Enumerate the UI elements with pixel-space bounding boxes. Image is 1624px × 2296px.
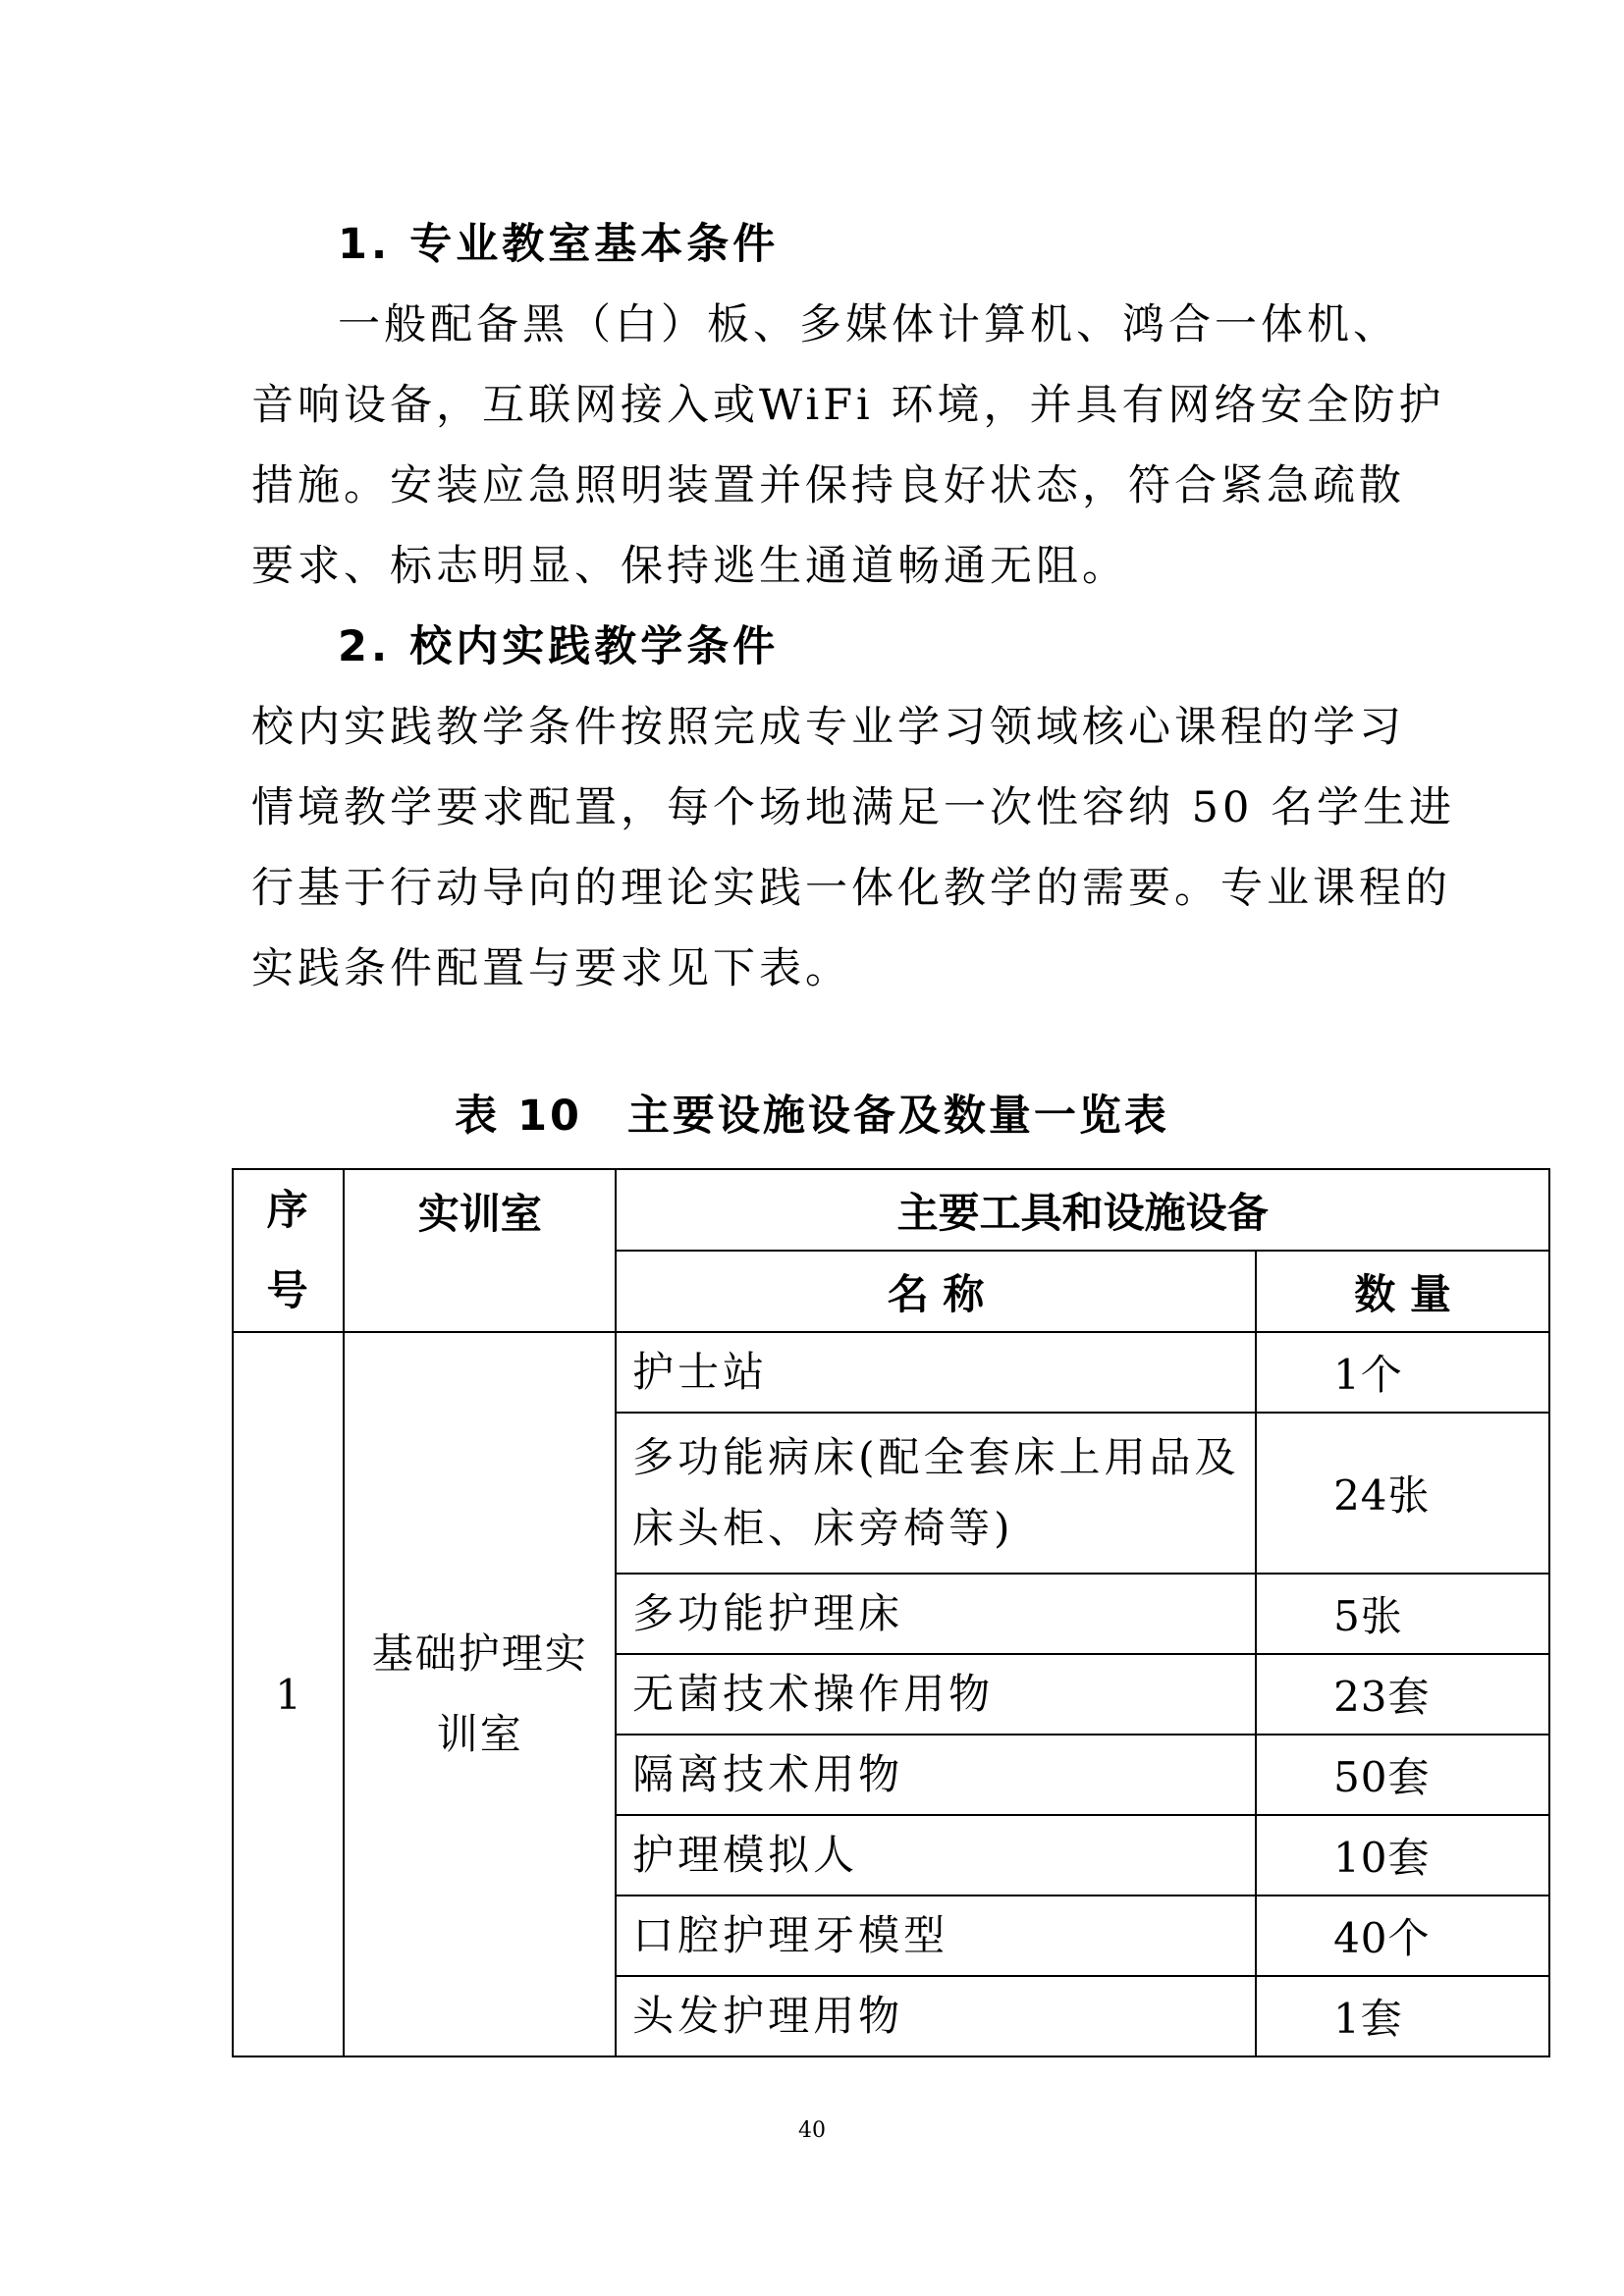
section1-line: 一般配备黑（白）板、多媒体计算机、鸿合一体机、 — [338, 300, 1399, 349]
table-row — [233, 1332, 1549, 1413]
item-quantity-cell: 50套 — [1256, 1735, 1549, 1815]
header-serial-line1: 序 — [266, 1186, 310, 1234]
header-name: 名 称 — [616, 1251, 1256, 1332]
training-room-cell — [344, 1332, 616, 2056]
item-name-line1: 多功能病床(配全套床上用品及 — [632, 1433, 1240, 1481]
room-name-line1: 基础护理实 — [371, 1629, 588, 1678]
item-name-cell: 隔离技术用物 — [616, 1735, 1256, 1815]
page-number: 40 — [798, 2118, 826, 2143]
table-caption: 表 10 主要设施设备及数量一览表 — [455, 1092, 1169, 1141]
item-quantity-cell: 23套 — [1256, 1654, 1549, 1735]
item-name-cell: 护理模拟人 — [616, 1815, 1256, 1896]
room-name-line2: 训室 — [436, 1710, 523, 1758]
section2-line: 实践条件配置与要求见下表。 — [251, 944, 851, 993]
item-name-cell — [616, 1413, 1256, 1574]
item-quantity-cell: 24张 — [1256, 1413, 1549, 1574]
section1-line: 要求、标志明显、保持逃生通道畅通无阻。 — [251, 542, 1128, 591]
section2-line: 校内实践教学条件按照完成专业学习领域核心课程的学习 — [251, 703, 1405, 752]
header-quantity: 数 量 — [1256, 1251, 1549, 1332]
serial-number-cell: 1 — [233, 1332, 344, 2056]
section2-line: 行基于行动导向的理论实践一体化教学的需要。专业课程的 — [251, 864, 1451, 913]
item-quantity-cell: 5张 — [1256, 1574, 1549, 1654]
item-quantity-cell: 1个 — [1256, 1332, 1549, 1413]
item-name-line2: 床头柜、床旁椅等) — [632, 1504, 1014, 1552]
section2-heading: 2. 校内实践教学条件 — [338, 622, 780, 671]
section2-line: 情境教学要求配置，每个场地满足一次性容纳 50 名学生进 — [251, 783, 1456, 832]
section1-line: 措施。安装应急照明装置并保持良好状态，符合紧急疏散 — [251, 461, 1405, 510]
item-quantity-cell: 40个 — [1256, 1896, 1549, 1976]
section1-heading: 1. 专业教室基本条件 — [338, 220, 780, 269]
item-name-cell: 护士站 — [616, 1332, 1256, 1413]
table-header-row — [233, 1169, 1549, 1251]
item-name-cell: 多功能护理床 — [616, 1574, 1256, 1654]
header-serial-number — [233, 1169, 344, 1332]
header-training-room: 实训室 — [344, 1169, 616, 1332]
item-quantity-cell: 10套 — [1256, 1815, 1549, 1896]
section1-line: 音响设备，互联网接入或WiFi 环境，并具有网络安全防护 — [251, 381, 1445, 430]
header-serial-line2: 号 — [266, 1266, 310, 1314]
equipment-table — [232, 1168, 1550, 2057]
item-name-cell: 头发护理用物 — [616, 1976, 1256, 2056]
item-quantity-cell: 1套 — [1256, 1976, 1549, 2056]
item-name-cell: 口腔护理牙模型 — [616, 1896, 1256, 1976]
item-name-cell: 无菌技术操作用物 — [616, 1654, 1256, 1735]
header-equipment-group: 主要工具和设施设备 — [616, 1169, 1549, 1251]
